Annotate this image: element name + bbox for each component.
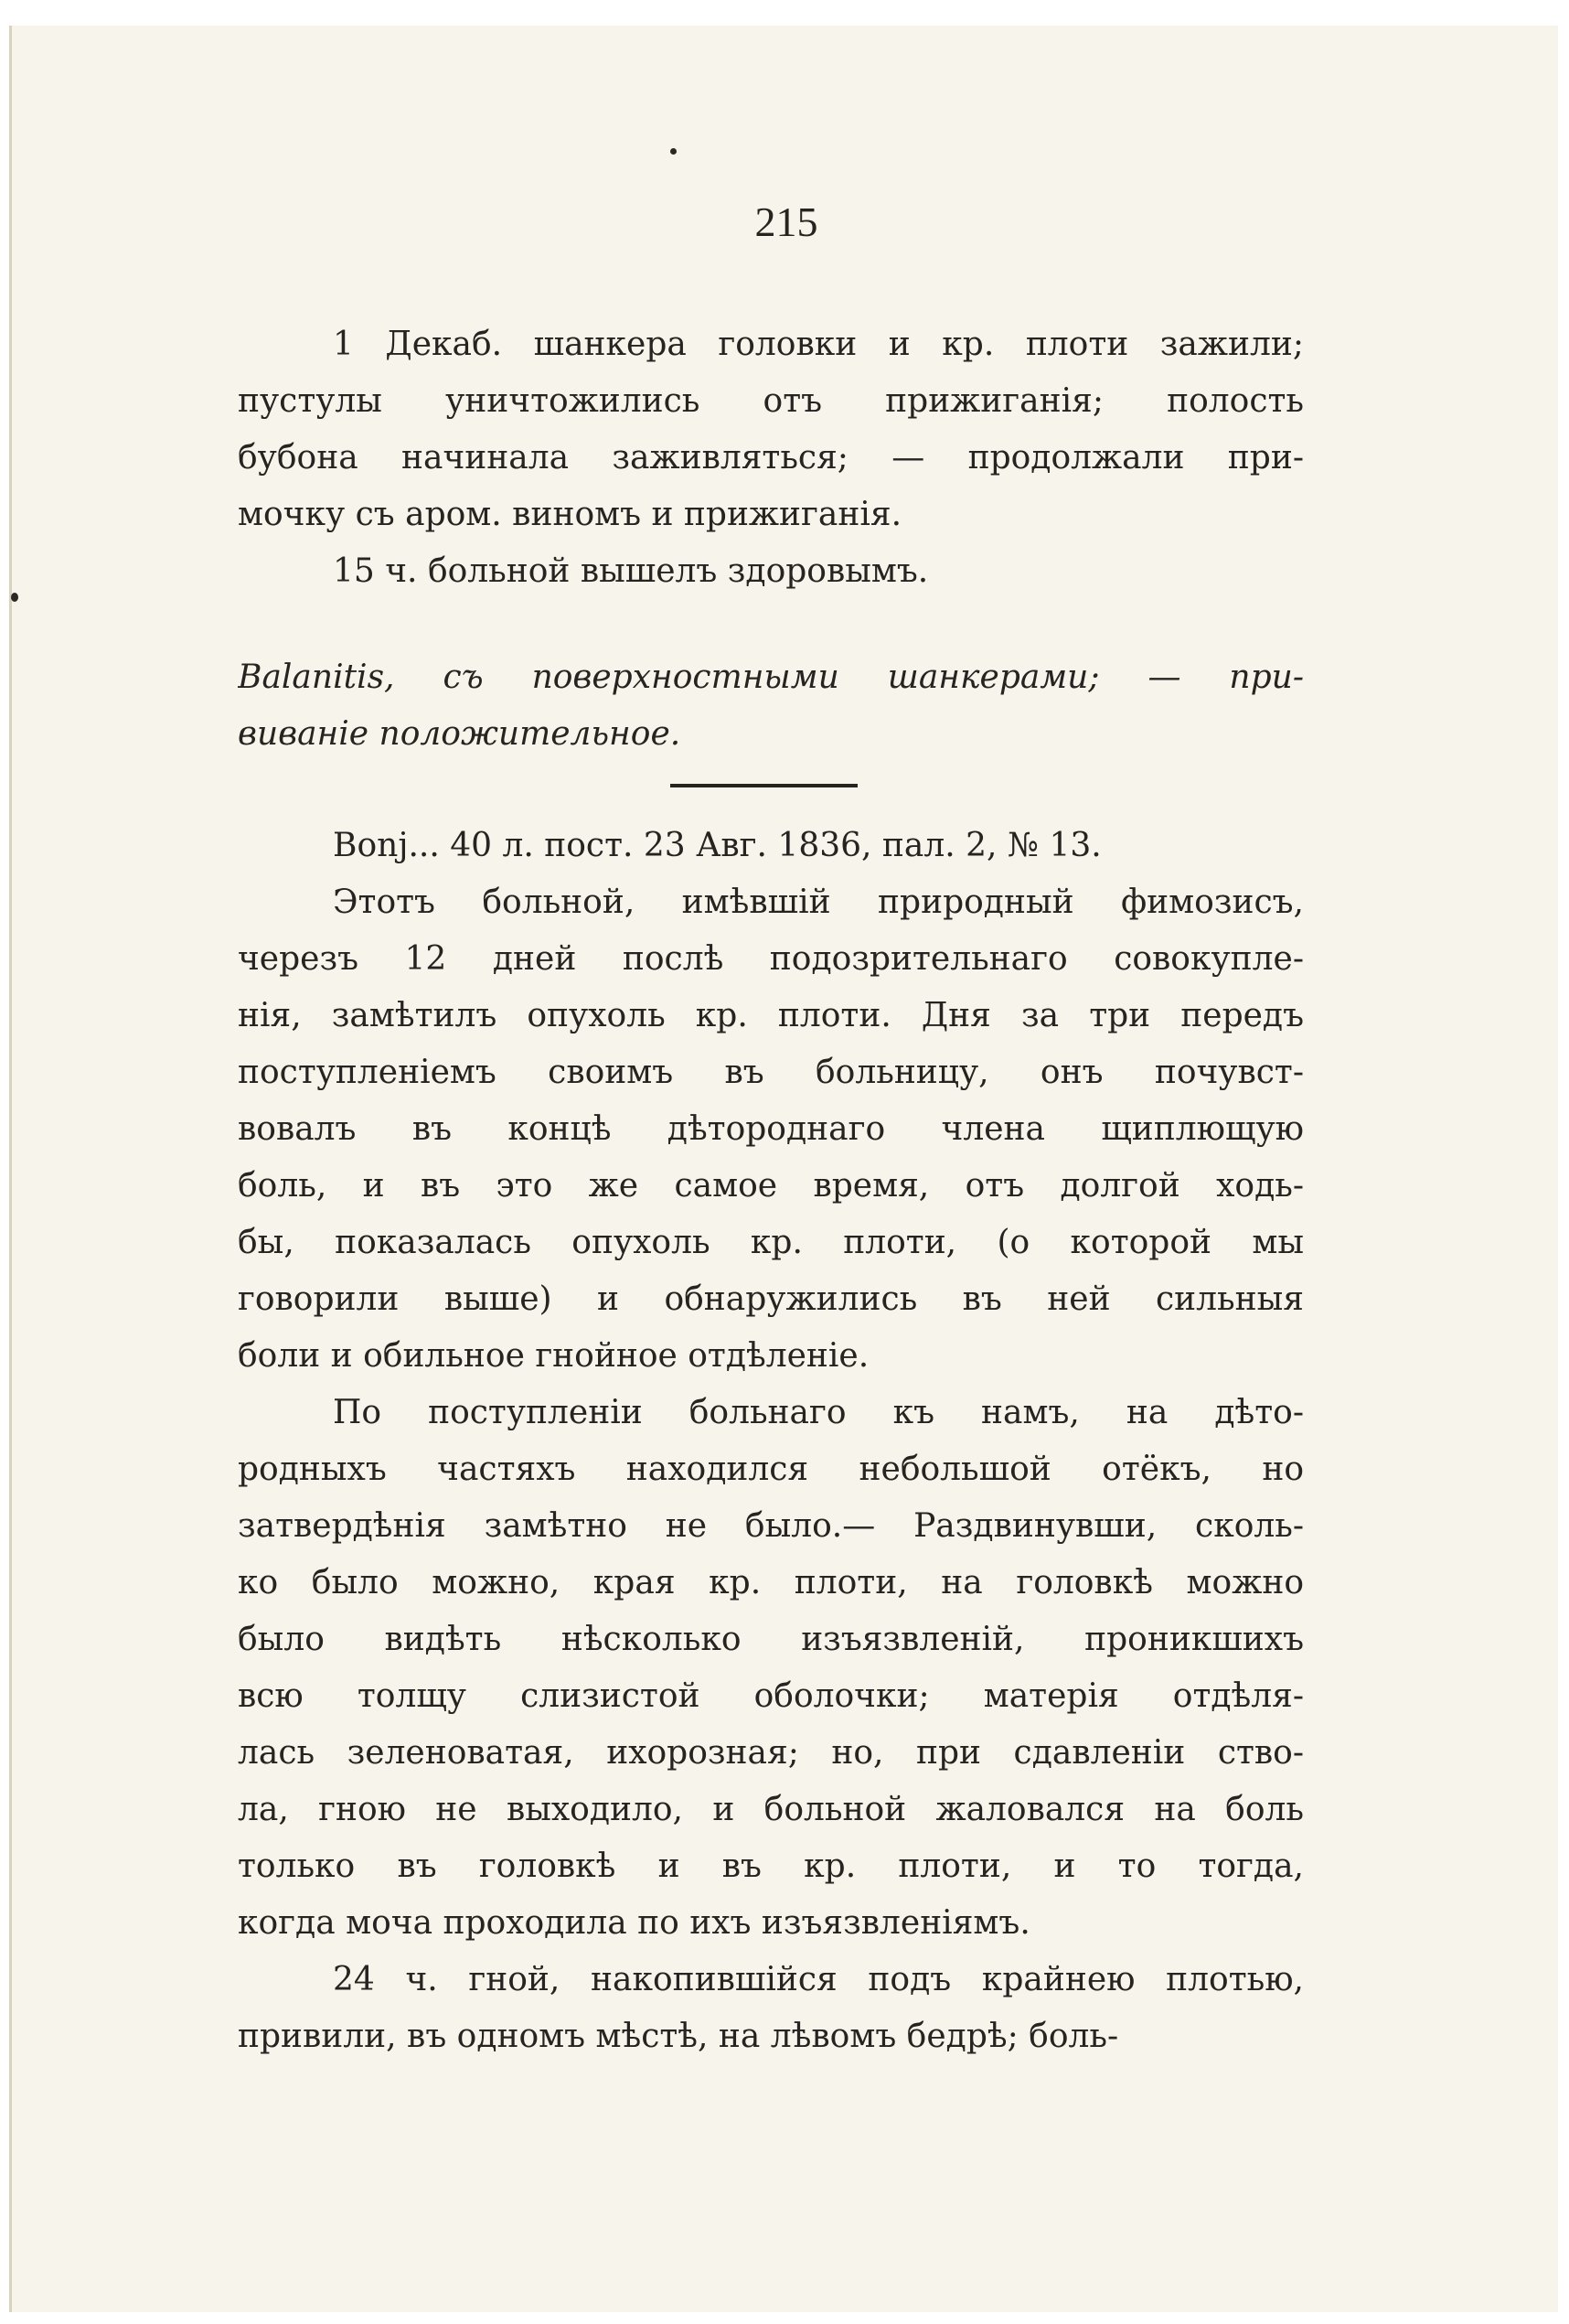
text-block-top [238, 316, 1304, 600]
page-number: 215 [754, 198, 818, 245]
text-line: было видѣть нѣсколько изъязвленій, проникшихъ [238, 1621, 1304, 1658]
text-line: говорили выше) и обнаружились въ ней сильныя [238, 1280, 1304, 1318]
text-line: 1 Декаб. шанкера головки и кр. плоти зажили; [333, 326, 1304, 363]
text-line: ко было можно, края кр. плоти, на головкѣ можно [238, 1564, 1304, 1601]
text-line: 24 ч. гной, накопившійся подъ крайнею плотью, [333, 1961, 1304, 1998]
text-line: По поступленіи больнаго къ намъ, на дѣто- [333, 1394, 1304, 1431]
text-line: бы, показалась опухоль кр. плоти, (о которой мы [238, 1224, 1304, 1261]
text-line: затвердѣнія замѣтно не было.— Раздвинувши, сколь- [238, 1507, 1304, 1545]
text-line: Этотъ больной, имѣвшій природный фимозисъ, [333, 884, 1304, 921]
text-line: мочку съ аром. виномъ и прижиганія. [238, 496, 902, 533]
text-line: бубона начинала заживляться; — продолжали при- [238, 439, 1304, 477]
text-line: ла, гною не выходило, и больной жаловался на боль [238, 1791, 1304, 1828]
paragraph-case-header [238, 818, 1304, 874]
text-line: нія, замѣтилъ опухоль кр. плоти. Дня за три передъ [238, 997, 1304, 1034]
text-line: боль, и въ это же самое время, отъ долгой ходь- [238, 1167, 1304, 1205]
text-line: только въ головкѣ и въ кр. плоти, и то тогда, [238, 1847, 1304, 1885]
print-speck [11, 593, 18, 602]
text-line: когда моча проходила по ихъ изъязвленіямъ. [238, 1904, 1030, 1942]
paragraph-dec-1 [238, 316, 1304, 543]
text-line: пустулы уничтожились отъ прижиганія; полость [238, 382, 1304, 420]
text-line: боли и обильное гнойное отдѣленіе. [238, 1337, 870, 1375]
text-line: Bonj... 40 л. пост. 23 Авг. 1836, пал. 2, № 13. [333, 827, 1102, 864]
text-line: родныхъ частяхъ находился небольшой отёкъ, но [238, 1451, 1304, 1488]
text-line: 15 ч. больной вышелъ здоровымъ. [333, 552, 929, 590]
text-line: лась зеленоватая, ихорозная; но, при сдавленіи ство- [238, 1734, 1304, 1772]
text-line: привили, въ одномъ мѣстѣ, на лѣвомъ бедрѣ; боль- [238, 2018, 1119, 2055]
section-divider [670, 784, 858, 787]
paragraph-24 [238, 1952, 1304, 2065]
text-line: поступленіемъ своимъ въ больницу, онъ почувст- [238, 1054, 1304, 1091]
text-line: всю толщу слизистой оболочки; матерія отдѣля- [238, 1677, 1304, 1715]
text-block-case [238, 818, 1304, 2065]
book-page [9, 26, 1558, 2312]
text-line: вовалъ въ концѣ дѣтороднаго члена щиплющую [238, 1110, 1304, 1148]
text-block-diagnosis [238, 649, 1304, 763]
paragraph-diagnosis [238, 649, 1304, 763]
print-speck [670, 148, 677, 155]
paragraph-dec-15 [238, 543, 1304, 600]
text-line: Balanitis, съ поверхностными шанкерами; — при- [238, 659, 1304, 696]
paragraph-admission [238, 1385, 1304, 1952]
text-line: виваніе положительное. [238, 715, 681, 753]
paragraph-history [238, 874, 1304, 1385]
text-line: черезъ 12 дней послѣ подозрительнаго совокупле- [238, 940, 1304, 978]
